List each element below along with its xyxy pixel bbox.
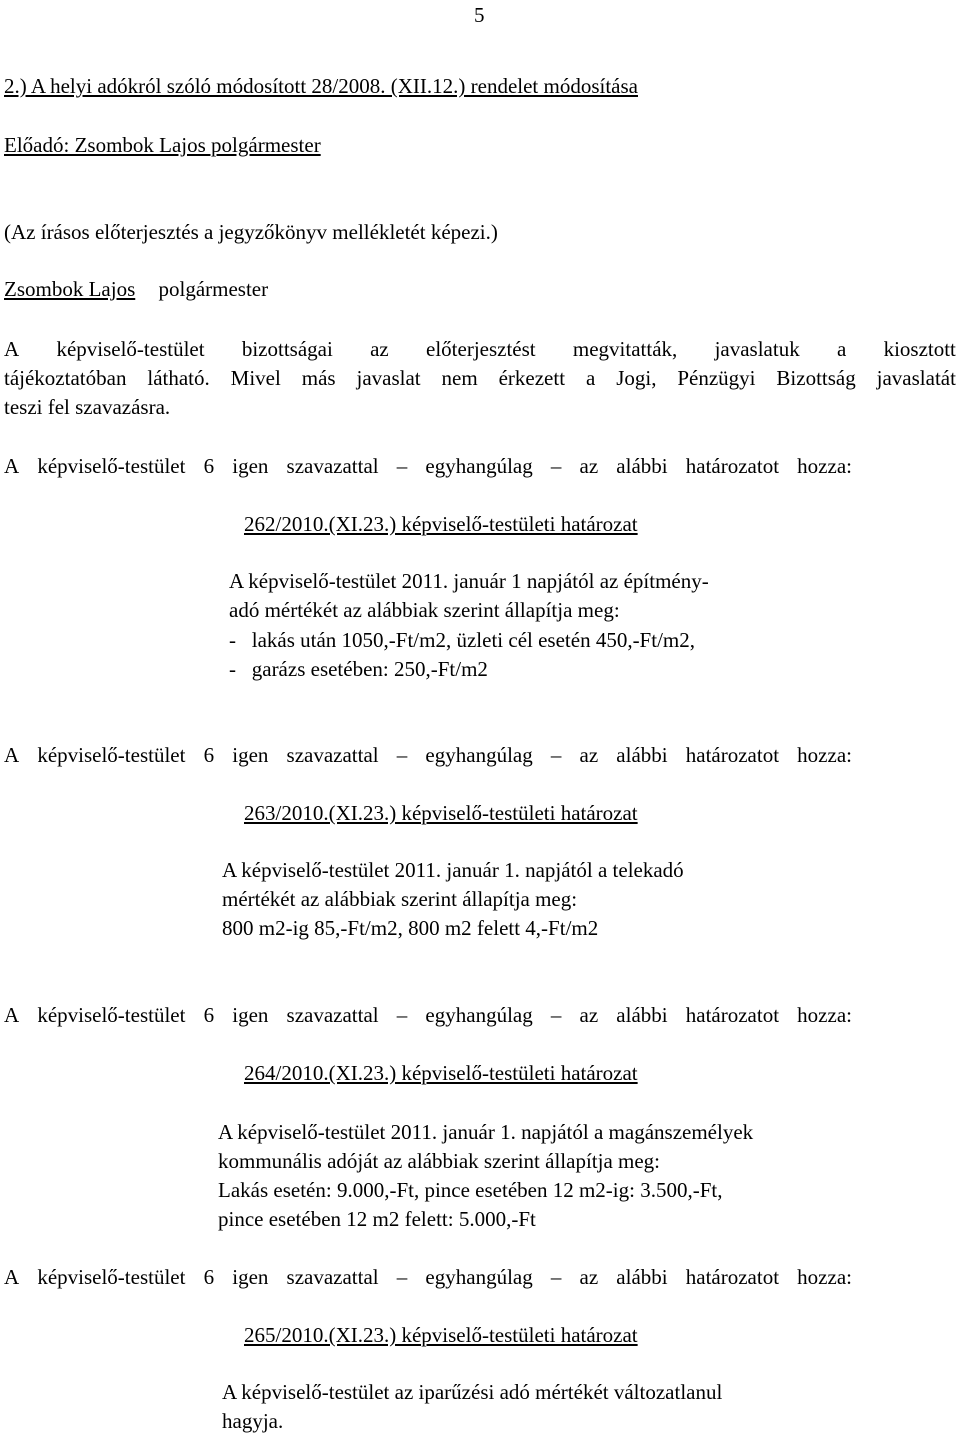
speaker-line: [4, 279, 268, 300]
resolution-text: A képviselő-testület 2011. január 1. napjától a telekadó: [222, 858, 684, 882]
resolution-text: A képviselő-testület 2011. január 1 napjától az építmény-: [229, 569, 709, 593]
intro-line-3: teszi fel szavazásra.: [4, 395, 171, 419]
resolution-text: Lakás esetén: 9.000,-Ft, pince esetében 12 m2-ig: 3.500,-Ft,: [218, 1178, 723, 1202]
vote-line: A képviselő-testület 6 igen szavazattal – egyhangúlag – az alábbi határozatot hozza:: [4, 1003, 852, 1027]
resolution-text: - garázs esetében: 250,-Ft/m2: [229, 657, 488, 681]
resolution-text: A képviselő-testület 2011. január 1. napjától a magánszemélyek: [218, 1120, 754, 1144]
intro-line-2: tájékoztatóban látható. Mivel más javaslat nem érkezett a Jogi, Pénzügyi Bizottság javaslatát: [4, 366, 956, 390]
resolution-text: adó mértékét az alábbiak szerint állapítja meg:: [229, 598, 620, 622]
resolution-text: kommunális adóját az alábbiak szerint állapítja meg:: [218, 1149, 661, 1173]
attachment-note: (Az írásos előterjesztés a jegyzőkönyv mellékletét képezi.): [4, 220, 498, 244]
resolution-heading: 265/2010.(XI.23.) képviselő-testületi határozat: [244, 1323, 638, 1347]
resolution-heading: 262/2010.(XI.23.) képviselő-testületi határozat: [244, 512, 638, 536]
vote-line: A képviselő-testület 6 igen szavazattal – egyhangúlag – az alábbi határozatot hozza:: [4, 1265, 852, 1289]
resolution-text: hagyja.: [222, 1409, 284, 1433]
page-number: 5: [474, 3, 485, 27]
resolution-heading: 264/2010.(XI.23.) képviselő-testületi határozat: [244, 1061, 638, 1085]
speaker-role: polgármester: [158, 277, 269, 301]
resolution-heading: 263/2010.(XI.23.) képviselő-testületi határozat: [244, 801, 638, 825]
vote-line: A képviselő-testület 6 igen szavazattal – egyhangúlag – az alábbi határozatot hozza:: [4, 454, 852, 478]
agenda-title: 2.) A helyi adókról szóló módosított 28/2008. (XII.12.) rendelet módosítása: [4, 74, 638, 98]
intro-line-1: A képviselő-testület bizottságai az előterjesztést megvitatták, javaslatuk a kiosztott: [4, 337, 956, 361]
resolution-text: 800 m2-ig 85,-Ft/m2, 800 m2 felett 4,-Ft/m2: [222, 916, 599, 940]
vote-line: A képviselő-testület 6 igen szavazattal – egyhangúlag – az alábbi határozatot hozza:: [4, 743, 852, 767]
speaker-name: Zsombok Lajos: [4, 277, 136, 301]
resolution-text: A képviselő-testület az iparűzési adó mértékét változatlanul: [222, 1380, 723, 1404]
resolution-text: mértékét az alábbiak szerint állapítja meg:: [222, 887, 578, 911]
presenter-line: Előadó: Zsombok Lajos polgármester: [4, 133, 321, 157]
resolution-text: - lakás után 1050,-Ft/m2, üzleti cél esetén 450,-Ft/m2,: [229, 628, 695, 652]
resolution-text: pince esetében 12 m2 felett: 5.000,-Ft: [218, 1207, 536, 1231]
